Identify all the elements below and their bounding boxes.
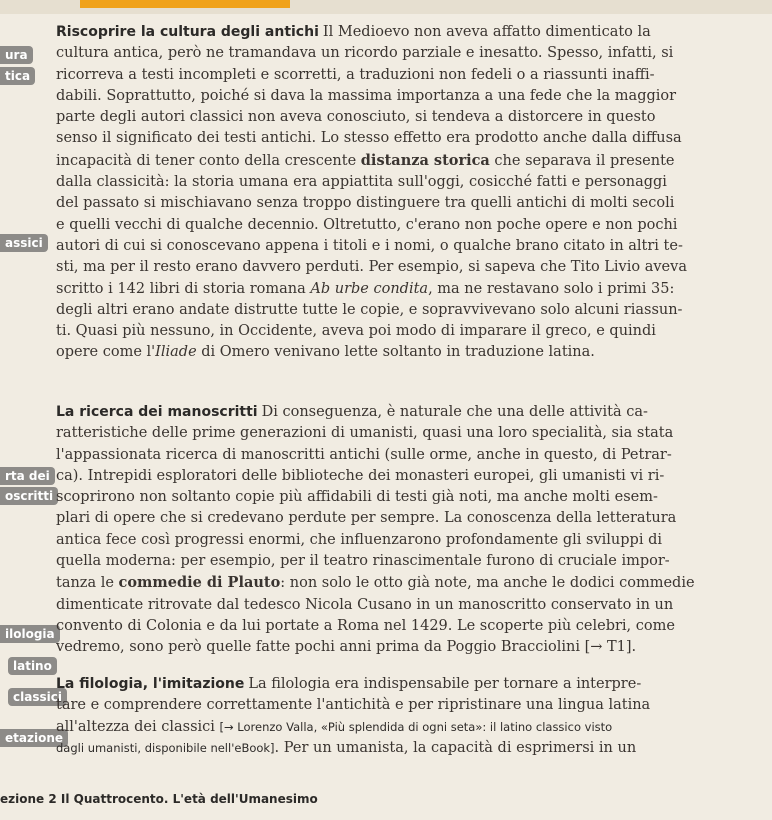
text-span: Il Medioevo non aveva affatto dimenticato la xyxy=(322,24,651,40)
text-line: autori di cui si conoscevano appena i titoli e i nomi, o qualche brano citato in altri te- xyxy=(56,237,683,254)
text-line: cultura antica, però ne tramandava un ricordo parziale e inesatto. Spesso, infatti, si xyxy=(56,45,674,62)
text-line: dalla classicità: la storia umana era appiattita sull'oggi, cosicché fatti e personaggi xyxy=(56,174,667,191)
text-line xyxy=(56,402,712,423)
margin-tag-ricerca-dei: rta dei xyxy=(0,467,55,485)
text-line: dimenticate ritrovate dal tedesco Nicola Cusano in un manoscritto conservato in un xyxy=(56,596,674,613)
text-line xyxy=(56,674,712,695)
text-line xyxy=(56,717,712,738)
title-ab-urbe-condita: Ab urbe condita xyxy=(310,280,429,297)
margin-tag-filologia: ilologia xyxy=(0,625,60,643)
text-span: scritto i 142 libri di storia romana xyxy=(56,280,311,297)
text-line: tare e comprendere correttamente l'antichità e per ripristinare una lingua latina xyxy=(56,697,651,714)
text-line: ratteristiche delle prime generazioni di umanisti, quasi una loro specialità, sia stata xyxy=(56,425,674,442)
text-line: ricorreva a testi incompleti e scorretti, a traduzioni non fedeli o a riassunti inaffi- xyxy=(56,66,655,83)
text-line: ca). Intrepidi esploratori delle biblioteche dei monasteri europei, gli umanisti vi ri- xyxy=(56,467,665,484)
section-riscoprire xyxy=(56,22,712,364)
text-line: scoprirono non soltanto copie più affidabili di testi già noti, ma anche molti esem- xyxy=(56,489,658,506)
text-line xyxy=(56,342,712,363)
text-span: incapacità di tener conto della crescente xyxy=(56,152,361,169)
margin-tag-cultura: ura xyxy=(0,46,33,64)
text-line: antica fece così progressi enormi, che influenzarono profondamente gli sviluppi di xyxy=(56,531,662,548)
margin-tag-classici: assici xyxy=(0,234,48,252)
top-color-band xyxy=(0,0,772,14)
text-line xyxy=(56,22,712,43)
margin-tag-interpretazione: etazione xyxy=(0,729,68,747)
title-iliade: Iliade xyxy=(155,344,197,361)
text-line: vedremo, sono però quelle fatte pochi anni prima da Poggio Bracciolini [→ T1]. xyxy=(56,639,637,656)
margin-tag-manoscritti: oscritti xyxy=(0,487,58,505)
section-heading-ricerca: La ricerca dei manoscritti xyxy=(56,404,258,420)
text-line: convento di Colonia e da lui portate a Roma nel 1429. Le scoperte più celebri, come xyxy=(56,617,675,634)
text-line: ti. Quasi più nessuno, in Occidente, aveva poi modo di imparare il greco, e quindi xyxy=(56,323,656,340)
text-span: . Per un umanista, la capacità di esprimersi in un xyxy=(274,739,637,756)
text-span: opere come l' xyxy=(56,344,156,361)
text-line xyxy=(56,279,712,300)
text-line: plari di opere che si credevano perdute per sempre. La conoscenza della letteratura xyxy=(56,510,677,527)
text-span: che separava il presente xyxy=(489,152,675,169)
section-heading-riscoprire: Riscoprire la cultura degli antichi xyxy=(56,24,319,40)
text-span: tanza le xyxy=(56,575,119,592)
orange-accent-strip xyxy=(80,0,290,8)
keyword-distanza-storica: distanza storica xyxy=(360,151,490,169)
text-line: senso il significato dei testi antichi. Lo stesso effetto era prodotto anche dalla diffusa xyxy=(56,130,682,147)
text-line xyxy=(56,738,712,759)
text-line: quella moderna: per esempio, per il teatro rinascimentale furono di cruciale impor- xyxy=(56,553,670,570)
section-heading-filologia: La filologia, l'imitazione xyxy=(56,676,245,692)
margin-tag-classici-2: classici xyxy=(8,688,67,706)
text-line: l'appassionata ricerca di manoscritti antichi (sulle orme, anche in questo, di Petrar- xyxy=(56,446,672,463)
text-line: del passato si mischiavano senza troppo distinguere tra quelli antichi di molti secoli xyxy=(56,195,675,212)
text-line: sti, ma per il resto erano davvero perduti. Per esempio, si sapeva che Tito Livio aveva xyxy=(56,259,687,276)
text-line: dabili. Soprattutto, poiché si dava la massima importanza a una fede che la maggior xyxy=(56,87,677,104)
text-line xyxy=(56,572,712,594)
text-span: , ma ne restavano solo i primi 35: xyxy=(428,280,675,297)
margin-tag-antica: tica xyxy=(0,67,35,85)
section-ricerca-manoscritti xyxy=(56,402,712,659)
text-span: : non solo le otto già note, ma anche le dodici commedie xyxy=(280,575,695,592)
text-line xyxy=(56,150,712,172)
page-footer: ezione 2 Il Quattrocento. L'età dell'Umanesimo xyxy=(0,792,318,806)
ebook-reference-note: [→ Lorenzo Valla, «Più splendida di ogni seta»: il latino classico visto xyxy=(219,719,613,734)
text-line: parte degli autori classici non aveva conosciuto, si tendeva a distorcere in questo xyxy=(56,109,656,126)
keyword-commedie-plauto: commedie di Plauto xyxy=(118,574,281,592)
text-span: di Omero venivano lette soltanto in traduzione latina. xyxy=(196,344,595,361)
text-line: degli altri erano andate distrutte tutte le copie, e sopravvivevano solo alcuni riassun- xyxy=(56,301,683,318)
text-span: all'altezza dei classici xyxy=(56,718,220,735)
margin-tag-latino: latino xyxy=(8,657,57,675)
section-filologia xyxy=(56,674,712,759)
text-span: La filologia era indispensabile per tornare a interpre- xyxy=(248,676,642,692)
ebook-reference-note: dagli umanisti, disponibile nell'eBook] xyxy=(56,740,275,755)
text-span: Di conseguenza, è naturale che una delle attività ca- xyxy=(261,404,648,420)
text-line: e quelli vecchi di qualche decennio. Oltretutto, c'erano non poche opere e non pochi xyxy=(56,216,678,233)
